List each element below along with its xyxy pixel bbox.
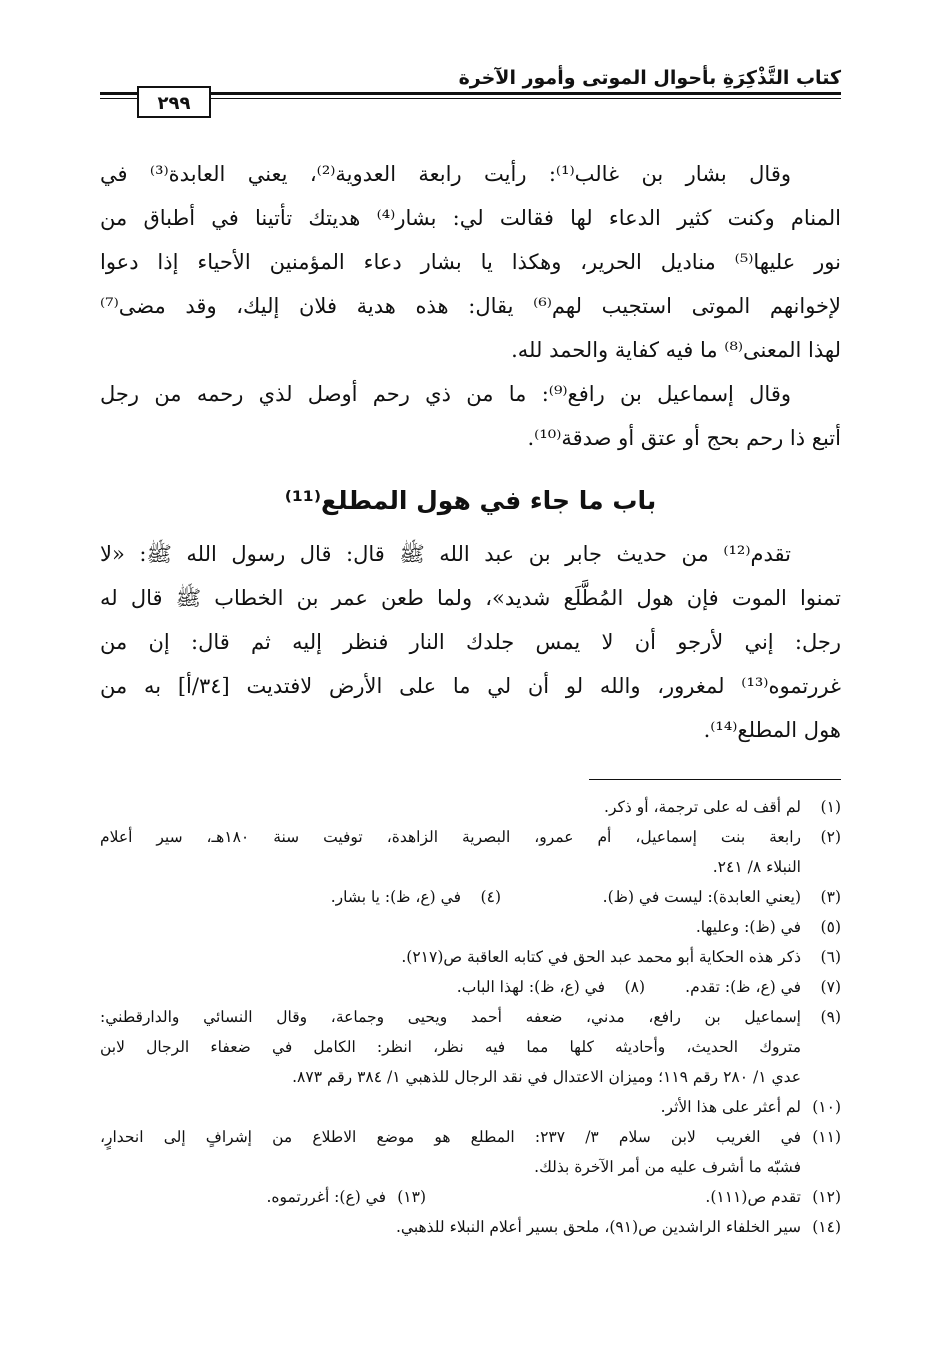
text-line: تقدم⁽¹²⁾ من حديث جابر بن عبد الله ﷺ قال: قال رسول الله ﷺ: «لا — [100, 542, 791, 566]
footnotes — [100, 792, 841, 1242]
footnote-9 — [100, 1002, 841, 1092]
footnote-text: في (ظ): وعليها. — [695, 918, 801, 936]
footnote-11 — [100, 1122, 841, 1182]
text-line: المنام وكنت كثير الدعاء لها فقالت لي: بشار⁽⁴⁾ هديتك تأتينا في أطباق من — [100, 206, 841, 230]
text-line: تمنوا الموت فإن هول المُطَّلَع شديد»، ولما طعن عمر بن الخطاب ﷺ قال له — [100, 586, 841, 610]
footnote-text: في (ع، ظ): تقدم. — [685, 978, 801, 996]
footnote-text: إسماعيل بن رافع، مدني، ضعفه أحمد ويحيى وجماعة، وقال النسائي والدارقطني: — [100, 1008, 801, 1026]
footnote-6 — [100, 942, 841, 972]
footnote-number: (٢) — [820, 828, 841, 846]
text-line: غررتموه⁽¹³⁾ لمغرور، والله لو أن لي ما على الأرض لافتديت [٣٤/أ] به من — [100, 674, 841, 698]
footnote-text: تقدم ص(١١١). — [705, 1188, 801, 1206]
footnote-number: (٦) — [820, 948, 841, 966]
footnote-separator — [589, 779, 841, 780]
footnote-12 — [705, 1182, 841, 1212]
footnote-number: (٣) — [820, 888, 841, 906]
footnote-14 — [100, 1212, 841, 1242]
section-heading: باب ما جاء في هول المطلع⁽¹¹⁾ — [284, 486, 657, 515]
paragraph-3 — [100, 532, 841, 752]
text-line: لهذا المعنى⁽⁸⁾ ما فيه كفاية والحمد لله. — [511, 338, 841, 362]
footnote-number: (١٢) — [812, 1188, 841, 1206]
footnote-number: (١٣) — [397, 1188, 426, 1206]
paragraph-1 — [100, 152, 841, 372]
footnote-number: (٧) — [820, 978, 841, 996]
text-line: نور عليها⁽⁵⁾ مناديل الحرير، وهكذا يا بشار دعاء المؤمنين الأحياء إذا دعوا — [100, 250, 841, 274]
footnote-7-8 — [100, 972, 841, 1002]
footnote-1 — [100, 792, 841, 822]
paragraph-2 — [100, 372, 841, 460]
footnote-text: في (ع، ظ): يا بشار. — [330, 888, 461, 906]
footnote-number: (٨) — [624, 978, 645, 996]
text-line: أتبع ذا رحم بحج أو عتق أو صدقة⁽¹⁰⁾. — [527, 426, 841, 450]
footnote-3-4 — [100, 882, 841, 912]
footnote-8 — [457, 972, 645, 1002]
footnote-number: (٥) — [820, 918, 841, 936]
footnote-number: (١٠) — [812, 1098, 841, 1116]
footnote-text: سير الخلفاء الراشدين ص(٩١)، ملحق بسير أعلام النبلاء للذهبي. — [395, 1218, 801, 1236]
text-line: وقال بشار بن غالب⁽¹⁾: رأيت رابعة العدوية⁽²⁾، يعني العابدة⁽³⁾ في — [100, 162, 791, 186]
footnote-text: لم أعثر على هذا الأثر. — [660, 1098, 801, 1116]
footnote-text: عدي ١/ ٢٨٠ رقم ١١٩؛ وميزان الاعتدال في نقد الرجال للذهبي ١/ ٣٨٤ رقم ٨٧٣. — [292, 1068, 801, 1086]
footnote-text: (يعني العابدة): ليست في (ظ). — [602, 888, 801, 906]
footnote-text: في (ع): أغررتموه. — [266, 1188, 386, 1206]
footnote-text: رابعة بنت إسماعيل، أم عمرو، البصرية الزاهدة، توفيت سنة ١٨٠هـ، سير أعلام — [100, 828, 801, 846]
text-line: وقال إسماعيل بن رافع⁽⁹⁾: ما من ذي رحم أوصل لذي رحمه من رجل — [100, 382, 791, 406]
text-line: رجل: إني لأرجو أن لا يمس جلدك النار فنظر إليه ثم قال: إن من — [100, 630, 841, 654]
footnote-2 — [100, 822, 841, 882]
footnote-text: النبلاء ٨/ ٢٤١. — [712, 858, 801, 876]
running-header-title: كتاب التَّذْكِرَةِ بأحوال الموتى وأمور الآخرة — [458, 67, 841, 89]
footnote-3 — [603, 882, 841, 912]
text-line: هول المطلع⁽¹⁴⁾. — [703, 718, 841, 742]
footnote-number: (١) — [820, 798, 841, 816]
footnote-text: في (ع، ظ): لهذا الباب. — [456, 978, 605, 996]
header-rule-thin — [100, 98, 841, 99]
page-number: ٢٩٩ — [137, 86, 211, 118]
footnote-number: (٩) — [820, 1008, 841, 1026]
footnote-number: (١٤) — [812, 1218, 841, 1236]
footnote-text: في الغريب لابن سلام ٣/ ٢٣٧: المطلع هو موضع الاطلاع من إشرافٍ إلى انحدارٍ، — [100, 1128, 801, 1146]
text-line: لإخوانهم الموتى استجيب لهم⁽⁶⁾ يقال: هذه هدية فلان إليك، وقد مضى⁽⁷⁾ — [100, 294, 841, 318]
footnote-number: (٤) — [480, 888, 501, 906]
footnote-4 — [331, 882, 501, 912]
footnote-10 — [100, 1092, 841, 1122]
footnote-text: ذكر هذه الحكاية أبو محمد عبد الحق في كتابه العاقبة ص(٢١٧). — [401, 948, 801, 966]
footnote-text: فشبّه ما أشرف عليه من أمر الآخرة بذلك. — [534, 1158, 801, 1176]
footnote-number: (١١) — [812, 1128, 841, 1146]
footnote-text: لم أقف له على ترجمة، أو ذكر. — [604, 798, 801, 816]
header-rule-thick — [100, 92, 841, 95]
footnote-5 — [100, 912, 841, 942]
footnote-text: متروك الحديث، وأحاديثه كلها مما فيه نظر، انظر: الكامل في ضعفاء الرجال لابن — [100, 1038, 801, 1056]
footnote-7 — [685, 972, 841, 1002]
footnote-13 — [266, 1182, 426, 1212]
footnote-12-13 — [100, 1182, 841, 1212]
